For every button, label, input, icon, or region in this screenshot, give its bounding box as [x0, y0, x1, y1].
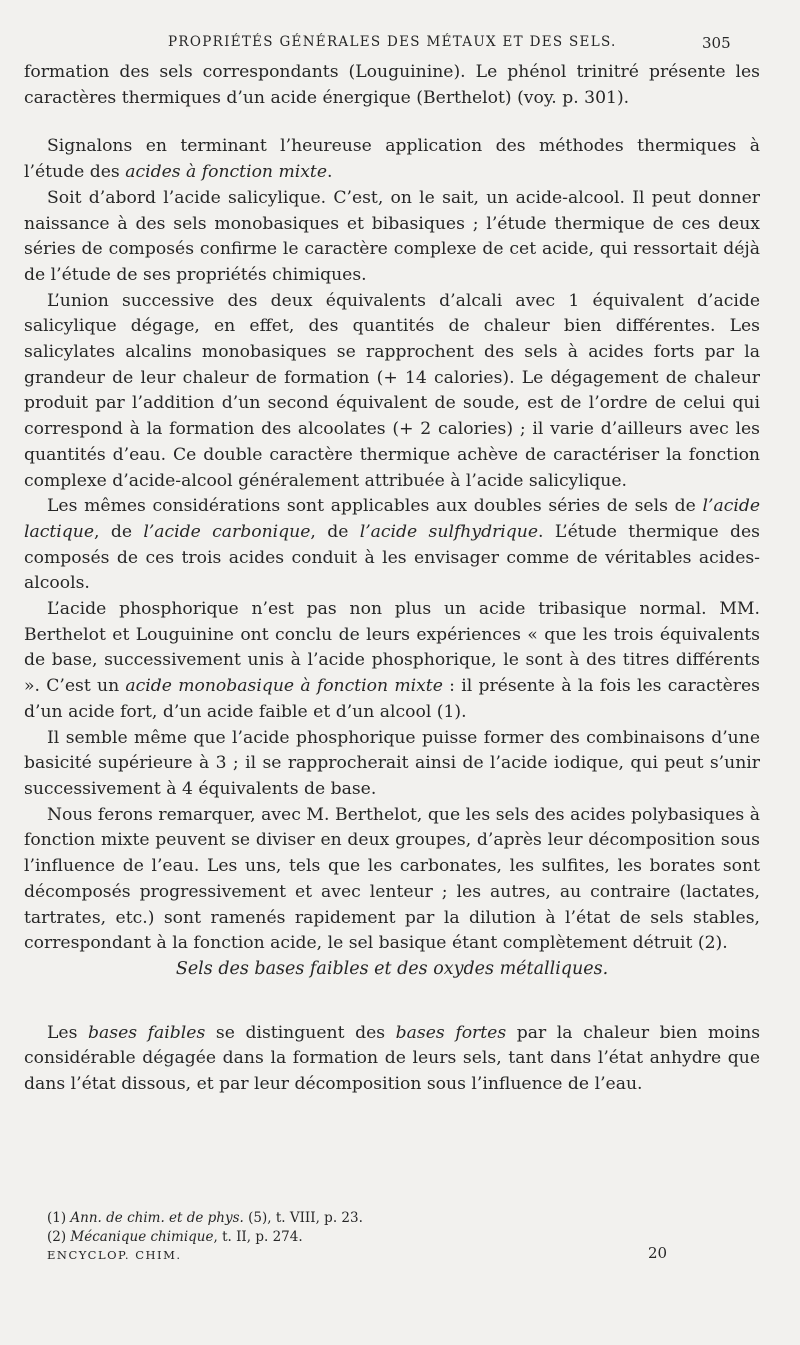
text-run: Signalons en terminant l’heureuse application des méthodes thermiques à l’étude des: [24, 136, 760, 183]
text-run: se distinguent des: [205, 1022, 396, 1043]
paragraph: [24, 803, 760, 957]
text-run: .: [327, 162, 333, 183]
text-run: L’acide phosphorique n’est pas non plus un acide tribasique normal. MM. Berthelot et Louguinine ont conclu de leurs expériences « que les trois équivalents de base, successivement unis à l’acide phosphorique, le sont à des titres différents ». C’est un: [24, 599, 760, 697]
text-run: Nous ferons remarquer, avec M. Berthelot, que les sels des acides polybasiques à fonction mixte peuvent se diviser en deux groupes, d’après leur décomposition sous l’influence de l’eau. Les uns, tels que les carbonates, les sulfites, les borates sont décomposés progressivement et avec lenteur ; les autres, au contraire (lactates, tartrates, etc.) sont ramenés rapidement par la dilution à l’état de sels stables, correspondant à la fonction acide, le sel basique étant complètement détruit (2).: [24, 804, 760, 954]
paragraph: [24, 726, 760, 803]
paragraph: [24, 186, 760, 289]
text-run: par la chaleur bien moins considérable dégagée dans la formation de leurs sels, tant dans l’état anhydre que dans l’état dissous, et par leur décomposition sous l’influence de l’eau.: [24, 1022, 761, 1095]
text-run: (2): [47, 1229, 71, 1245]
emphasis-text: bases fortes: [395, 1022, 507, 1043]
emphasis-text: acide monobasique à fonction mixte: [125, 676, 443, 697]
emphasis-text: acides à fonction mixte: [125, 162, 328, 183]
text-run: (1): [47, 1210, 71, 1226]
emphasis-text: bases faibles: [88, 1022, 206, 1043]
emphasis-text: l’acide sulfhydrique: [359, 521, 539, 542]
text-run: L’union successive des deux équivalents d’alcali avec 1 équivalent d’acide salicylique dégage, en effet, des quantités de chaleur bien différentes. Les salicylates alcalins monobasiques se rapprochent des sels à acides forts par la grandeur de leur chaleur de formation (+ 14 calories). Le dégagement de chaleur produit par l’addition d’un second équivalent de soude, est de l’ordre de celui qui correspond à la formation des alcoolates (+ 2 calories) ; il varie d’ailleurs avec les quantités d’eau. Ce double caractère thermique achève de caractériser la fonction complexe d’acide-alcool généralement attribuée à l’acide salicylique.: [24, 290, 760, 491]
body-text: [24, 60, 760, 1098]
paragraph: [24, 289, 760, 495]
text-run: , de: [94, 521, 144, 542]
text-run: , de: [310, 521, 360, 542]
text-run: (5), t. VIII, p. 23.: [243, 1210, 363, 1226]
text-run: Il semble même que l’acide phosphorique puisse former des combinaisons d’une basicité supérieure à 3 ; il se rapprocherait ainsi de l’acide iodique, qui peut s’unir successivement à 4 équivalents de base.: [24, 727, 760, 799]
text-run: formation des sels correspondants (Louguinine). Le phénol trinitré présente les caractères thermiques d’un acide énergique (Berthelot) (voy. p. 301).: [24, 62, 760, 108]
emphasis-text: l’acide carbonique: [143, 521, 311, 542]
emphasis-text: l’acide lactique: [24, 496, 760, 542]
text-run: , t. II, p. 274.: [213, 1229, 303, 1245]
text-run: : il présente à la fois les caractères d’un acide fort, d’un acide faible et d’un alcool (1).: [24, 676, 761, 722]
paragraph: [24, 597, 760, 726]
running-header: [0, 34, 800, 58]
emphasis-text: Ann. de chim. et de phys.: [70, 1210, 244, 1226]
emphasis-text: Mécanique chimique: [70, 1229, 214, 1245]
paragraph: [24, 494, 760, 597]
paragraph: [24, 60, 760, 111]
section-heading: Sels des bases faibles et des oxydes métalliques.: [175, 958, 609, 979]
printer-signature: ENCYCLOP. CHIM.: [47, 1248, 182, 1262]
footnote: [47, 1209, 707, 1228]
paragraph: [24, 1021, 760, 1098]
paragraph: [24, 134, 760, 185]
running-title: PROPRIÉTÉS GÉNÉRALES DES MÉTAUX ET DES SELS.: [168, 34, 617, 50]
text-run: Les mêmes considérations sont applicables aux doubles séries de sels de: [47, 496, 703, 517]
text-run: Soit d’abord l’acide salicylique. C’est, on le sait, un acide-alcool. Il peut donner naissance à des sels monobasiques et bibasiques ; l’étude thermique de ces deux séries de composés confirme le caractère complexe de cet acide, qui ressortait déjà de l’étude de ses propriétés chimiques.: [24, 187, 760, 285]
text-run: Les: [47, 1022, 89, 1043]
footnote: [47, 1228, 707, 1247]
text-run: . L’étude thermique des composés de ces trois acides conduit à les envisager comme de véritables acides-alcools.: [24, 521, 760, 594]
page-number: 305: [702, 34, 731, 52]
signature-number: 20: [648, 1244, 668, 1262]
footnotes: [47, 1209, 707, 1247]
